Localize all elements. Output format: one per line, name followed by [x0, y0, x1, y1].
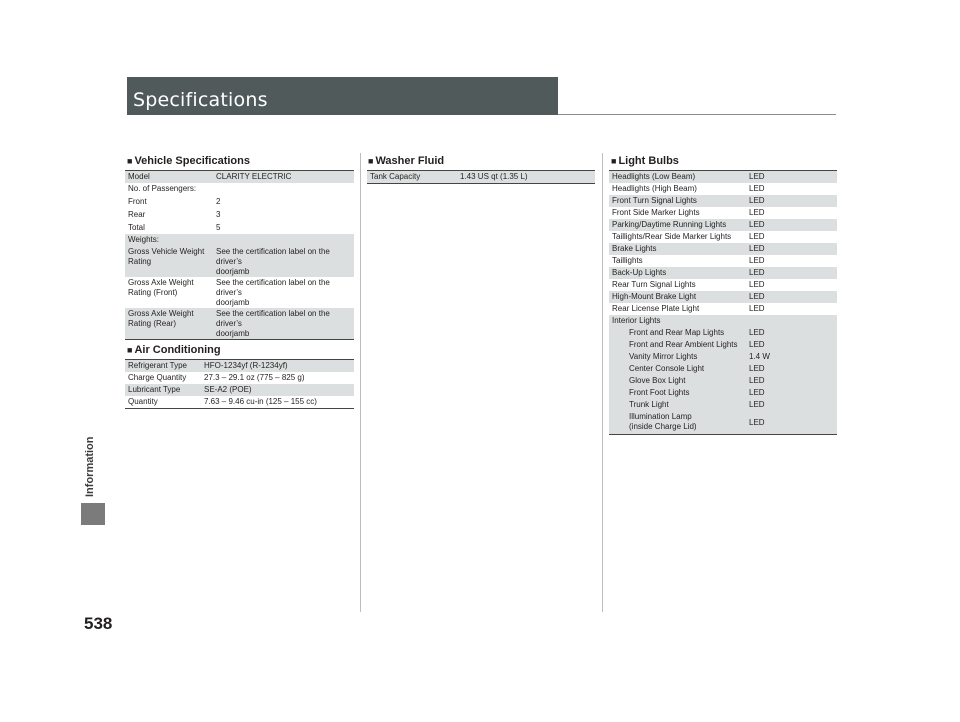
table-row: Weights:	[125, 234, 354, 246]
table-row: Illumination Lamp (inside Charge Lid) LED	[609, 411, 837, 435]
table-row: Rear 3	[128, 210, 221, 219]
table-row: Front 2	[128, 197, 221, 206]
air-conditioning-table	[125, 359, 354, 409]
table-row: Total 5	[128, 223, 221, 232]
column-divider	[360, 153, 361, 612]
table-row: Interior Lights	[609, 315, 837, 327]
title-rule	[558, 114, 836, 115]
table-row: Quantity 7.63 – 9.46 cu-in (125 – 155 cc)	[128, 397, 317, 406]
table-row: Refrigerant Type HFO-1234yf (R-1234yf)	[125, 360, 354, 373]
table-row: Glove Box Light LED	[609, 375, 837, 387]
vehicle-spec-table	[125, 170, 354, 340]
washer-fluid-table	[367, 170, 595, 184]
air-conditioning-heading: ■ Air Conditioning	[127, 344, 221, 356]
side-section-label: Information	[84, 436, 96, 497]
table-row: Headlights (Low Beam) LED	[609, 171, 837, 184]
light-bulbs-heading: ■ Light Bulbs	[611, 155, 679, 167]
page-number: 538	[84, 614, 113, 633]
table-row: Taillights/Rear Side Marker Lights LED	[612, 232, 765, 241]
table-row: Tank Capacity 1.43 US qt (1.35 L)	[367, 171, 595, 184]
table-row: Trunk Light LED	[609, 399, 837, 411]
vehicle-spec-heading: ■ Vehicle Specifications	[127, 155, 250, 167]
light-bulbs-table	[609, 170, 837, 435]
table-row: Front and Rear Ambient Lights LED	[609, 339, 837, 351]
table-row: Headlights (High Beam) LED	[612, 184, 765, 193]
table-row: Rear Turn Signal Lights LED	[612, 280, 765, 289]
washer-fluid-heading: ■ Washer Fluid	[368, 155, 445, 167]
table-row: Back-Up Lights LED	[609, 267, 837, 279]
table-row: Front and Rear Map Lights LED	[609, 327, 837, 339]
table-row: Front Side Marker Lights LED	[612, 208, 765, 217]
table-row: Parking/Daytime Running Lights LED	[609, 219, 837, 231]
table-row: Rear License Plate Light LED	[612, 304, 765, 313]
page-title-bar	[127, 77, 558, 115]
table-row: Lubricant Type SE-A2 (POE)	[125, 384, 354, 396]
table-row: Center Console Light LED	[609, 363, 837, 375]
table-row: Vanity Mirror Lights 1.4 W	[609, 351, 837, 363]
table-row: Gross Axle Weight Rating (Rear) See the certification label on the driver’s doorjamb	[125, 308, 354, 340]
table-row: Front Turn Signal Lights LED	[609, 195, 837, 207]
column-divider	[602, 153, 603, 612]
table-row: Brake Lights LED	[609, 243, 837, 255]
table-row: Gross Vehicle Weight Rating See the certification label on the driver’s doorjamb	[125, 246, 354, 277]
table-row: Gross Axle Weight Rating (Front) See the certification label on the driver’s doorjamb	[128, 278, 330, 307]
side-tab-marker	[81, 503, 105, 525]
table-row: High-Mount Brake Light LED	[609, 291, 837, 303]
table-row: Front Foot Lights LED	[609, 387, 837, 399]
table-row: No. of Passengers:	[128, 184, 197, 193]
table-row: Model CLARITY ELECTRIC	[125, 171, 354, 184]
table-row: Taillights LED	[612, 256, 765, 265]
page-title: Specifications	[133, 89, 268, 111]
table-row: Charge Quantity 27.3 – 29.1 oz (775 – 825 g)	[128, 373, 305, 382]
